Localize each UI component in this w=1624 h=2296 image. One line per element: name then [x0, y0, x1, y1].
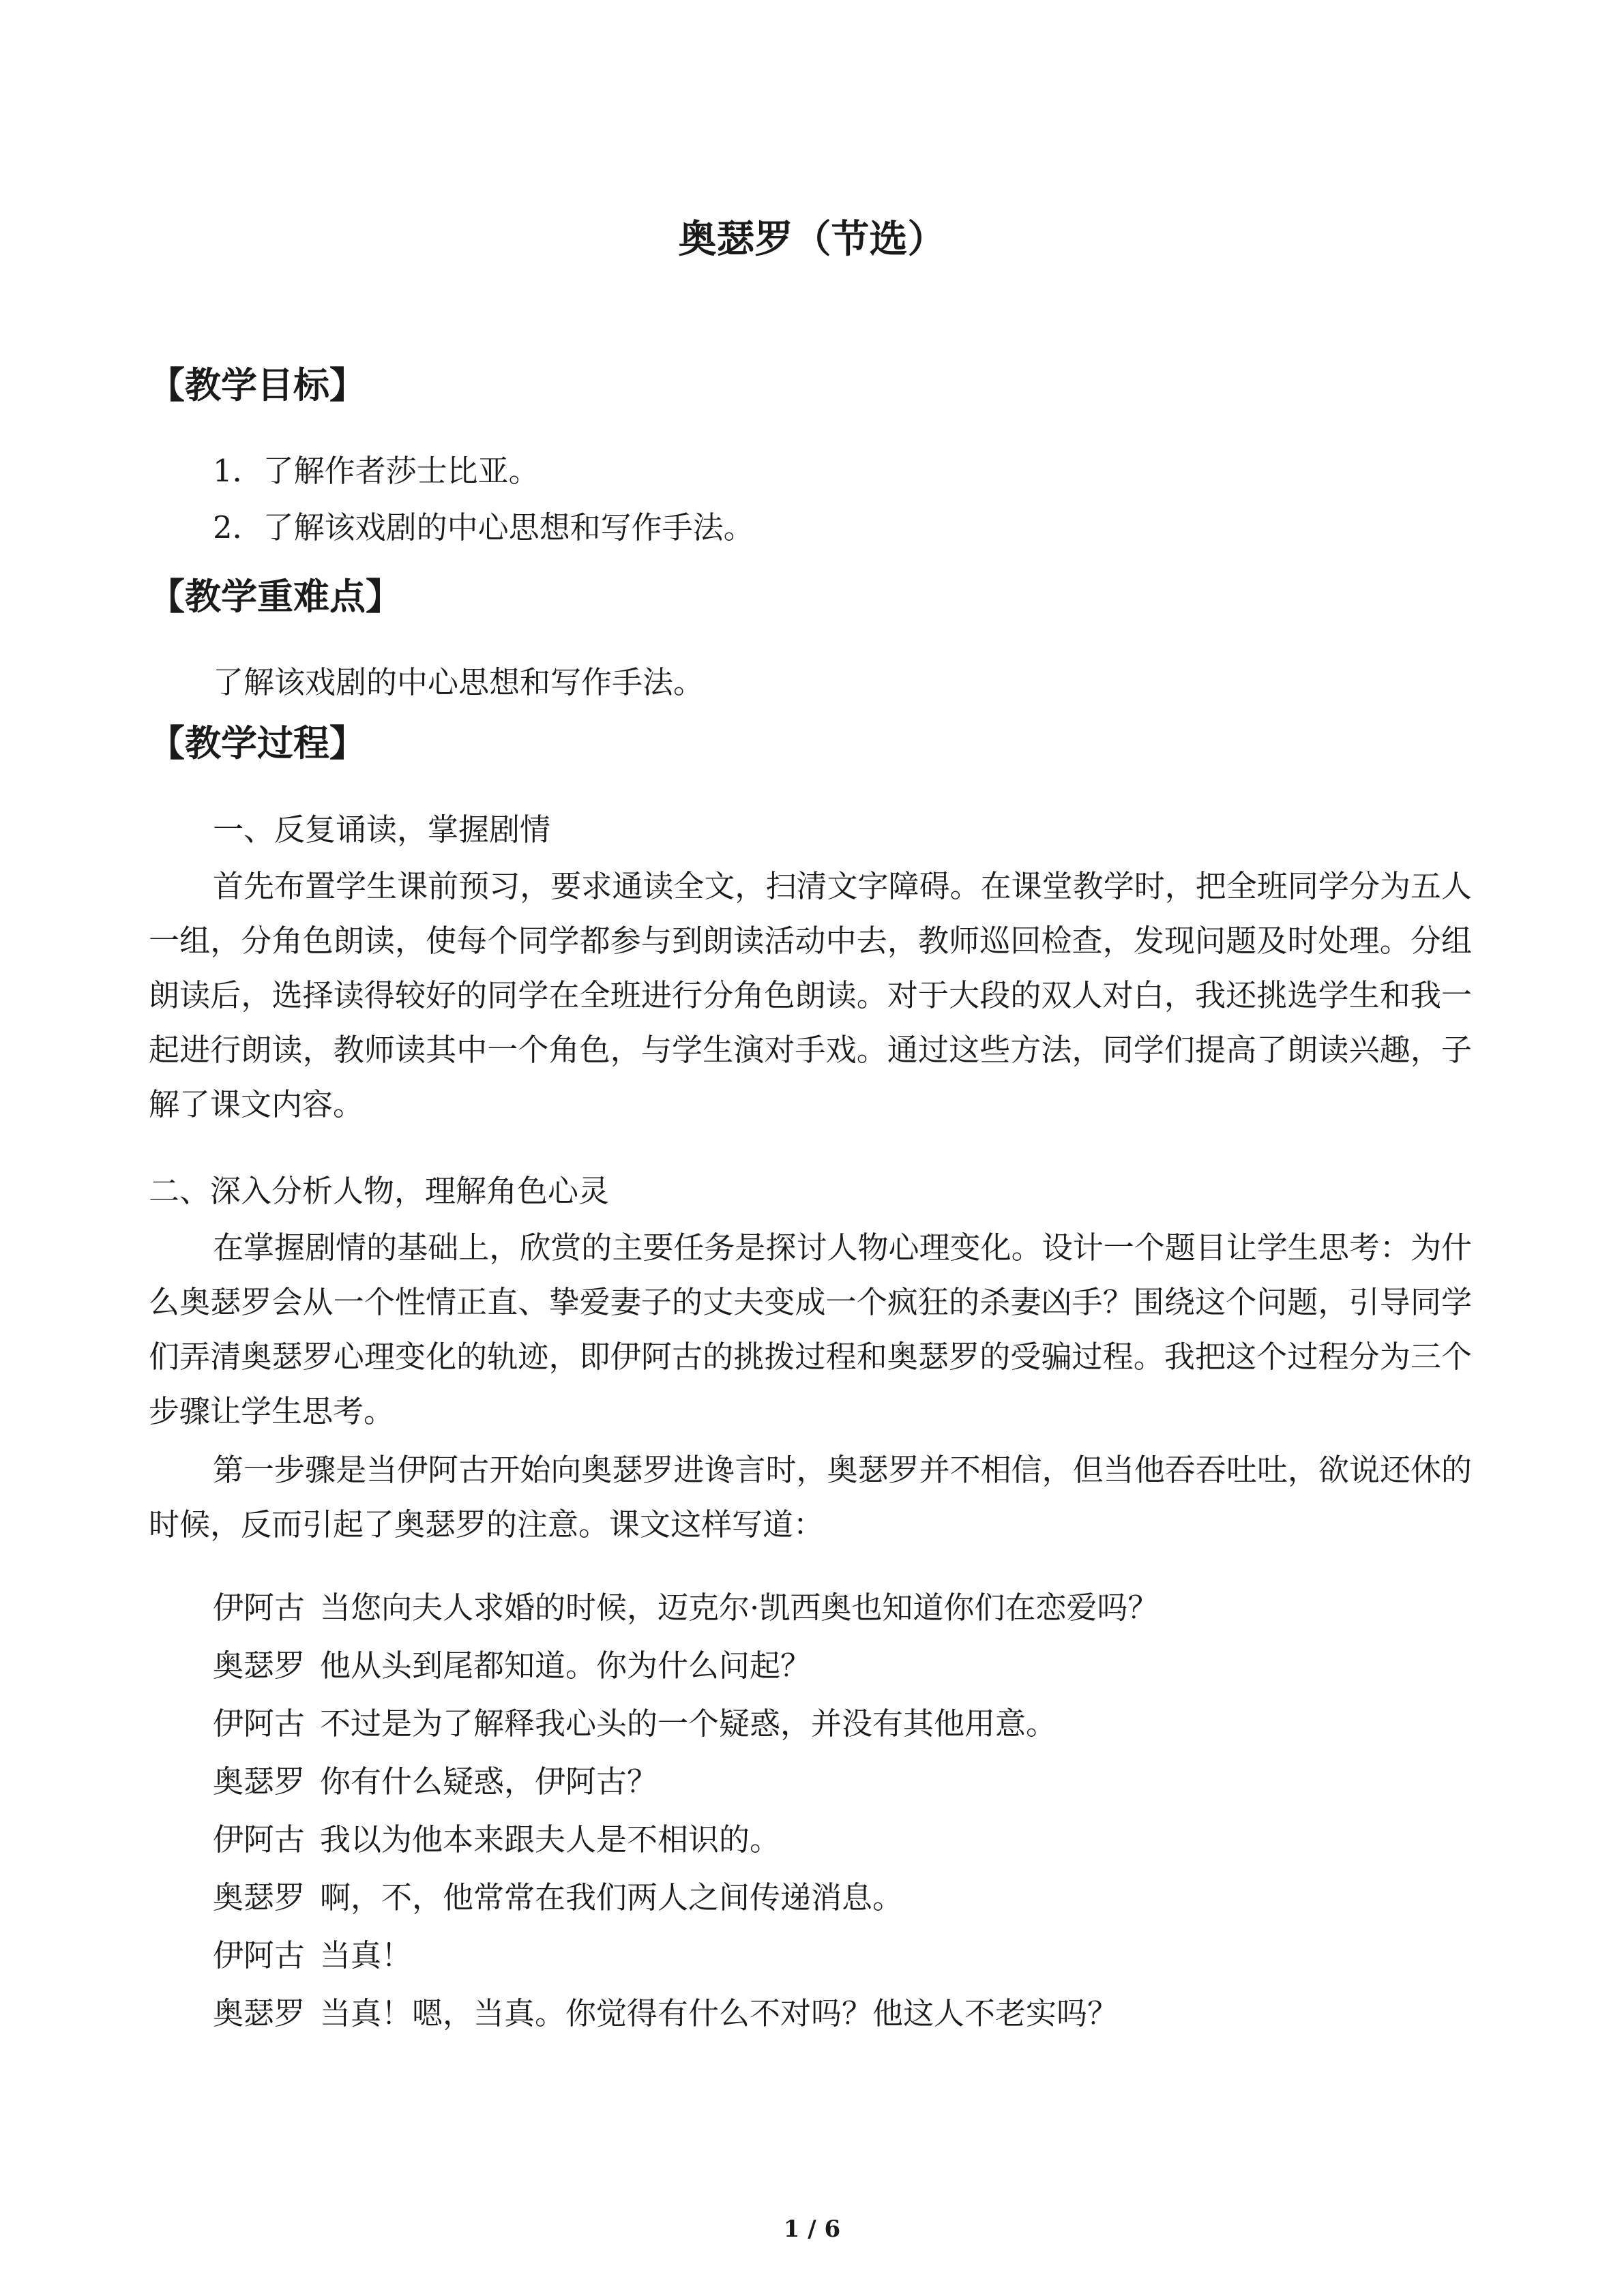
- page-number: 1 / 6: [783, 2216, 841, 2243]
- dialogue-line: [213, 1643, 811, 1688]
- step-2-title: 二、深入分析人物，理解角色心灵: [149, 1173, 610, 1209]
- dialogue-text: 啊，不，他常常在我们两人之间传递消息。: [320, 1879, 904, 1915]
- dialogue-speaker: 奥瑟罗: [213, 1648, 306, 1684]
- step-1-paragraph: 首先布置学生课前预习，要求通读全文，扫清文字障碍。在课堂教学时，把全班同学分为五人一组，分角色朗读，使每个同学都参与到朗读活动中去，教师巡回检查，发现问题及时处理。分组朗读后，选择读得较好的同学在全班进行分角色朗读。对于大段的双人对白，我还挑选学生和我一起进行朗读，教师读其中一个角色，与学生演对手戏。通过这些方法，同学们提高了朗读兴趣，子解了课文内容。: [149, 868, 1472, 1122]
- dialogue-text: 不过是为了解释我心头的一个疑惑，并没有其他用意。: [320, 1705, 1057, 1742]
- dialogue-speaker: 伊阿古: [213, 1937, 306, 1973]
- dialogue-text: 我以为他本来跟夫人是不相识的。: [320, 1821, 781, 1858]
- dialogue-speaker: 伊阿古: [213, 1821, 306, 1858]
- step-2-paragraph-1: 在掌握剧情的基础上，欣赏的主要任务是探讨人物心理变化。设计一个题目让学生思考：为什么奥瑟罗会从一个性情正直、挚爱妻子的丈夫变成一个疯狂的杀妻凶手？围绕这个问题，引导同学们弄清奥瑟罗心理变化的轨迹，即伊阿古的挑拨过程和奥瑟罗的受骗过程。我把这个过程分为三个步骤让学生思考。: [149, 1229, 1472, 1429]
- dialogue-speaker: 奥瑟罗: [213, 1879, 306, 1915]
- dialogue-line: [213, 1933, 412, 1978]
- dialogue-text: 你有什么疑惑，伊阿古？: [320, 1763, 658, 1800]
- step-2-paragraph-2: 第一步骤是当伊阿古开始向奥瑟罗进谗言时，奥瑟罗并不相信，但当他吞吞吐吐，欲说还休的时候，反而引起了奥瑟罗的注意。课文这样写道：: [149, 1452, 1472, 1542]
- dialogue-speaker: 奥瑟罗: [213, 1995, 306, 2031]
- dialogue-line: [213, 1991, 1118, 2036]
- dialogue-text: 当真！: [320, 1937, 413, 1973]
- dialogue-text: 当您向夫人求婚的时候，迈克尔·凯西奥也知道你们在恋爱吗？: [320, 1590, 1159, 1626]
- heading-teaching-goals: 【教学目标】: [149, 365, 366, 406]
- dialogue-speaker: 伊阿古: [213, 1590, 306, 1626]
- dialogue-line: [213, 1875, 903, 1920]
- goal-item-1: 1．了解作者莎士比亚。: [213, 453, 540, 489]
- dialogue-text: 他从头到尾都知道。你为什么问起？: [320, 1648, 812, 1684]
- heading-key-points: 【教学重难点】: [149, 576, 402, 618]
- dialogue-line: [213, 1759, 658, 1804]
- dialogue-line: [213, 1585, 1158, 1630]
- dialogue-speaker: 奥瑟罗: [213, 1763, 306, 1800]
- step-1-title: 一、反复诵读，掌握剧情: [213, 811, 551, 848]
- key-points-text: 了解该戏剧的中心思想和写作手法。: [213, 664, 705, 700]
- dialogue-speaker: 伊阿古: [213, 1705, 306, 1742]
- dialogue-line: [213, 1817, 780, 1862]
- dialogue-line: [213, 1701, 1057, 1746]
- document-title: 奥瑟罗（节选）: [678, 218, 946, 262]
- dialogue-text: 当真！嗯，当真。你觉得有什么不对吗？他这人不老实吗？: [320, 1995, 1119, 2031]
- goal-item-2: 2．了解该戏剧的中心思想和写作手法。: [213, 509, 754, 546]
- heading-teaching-process: 【教学过程】: [149, 723, 366, 764]
